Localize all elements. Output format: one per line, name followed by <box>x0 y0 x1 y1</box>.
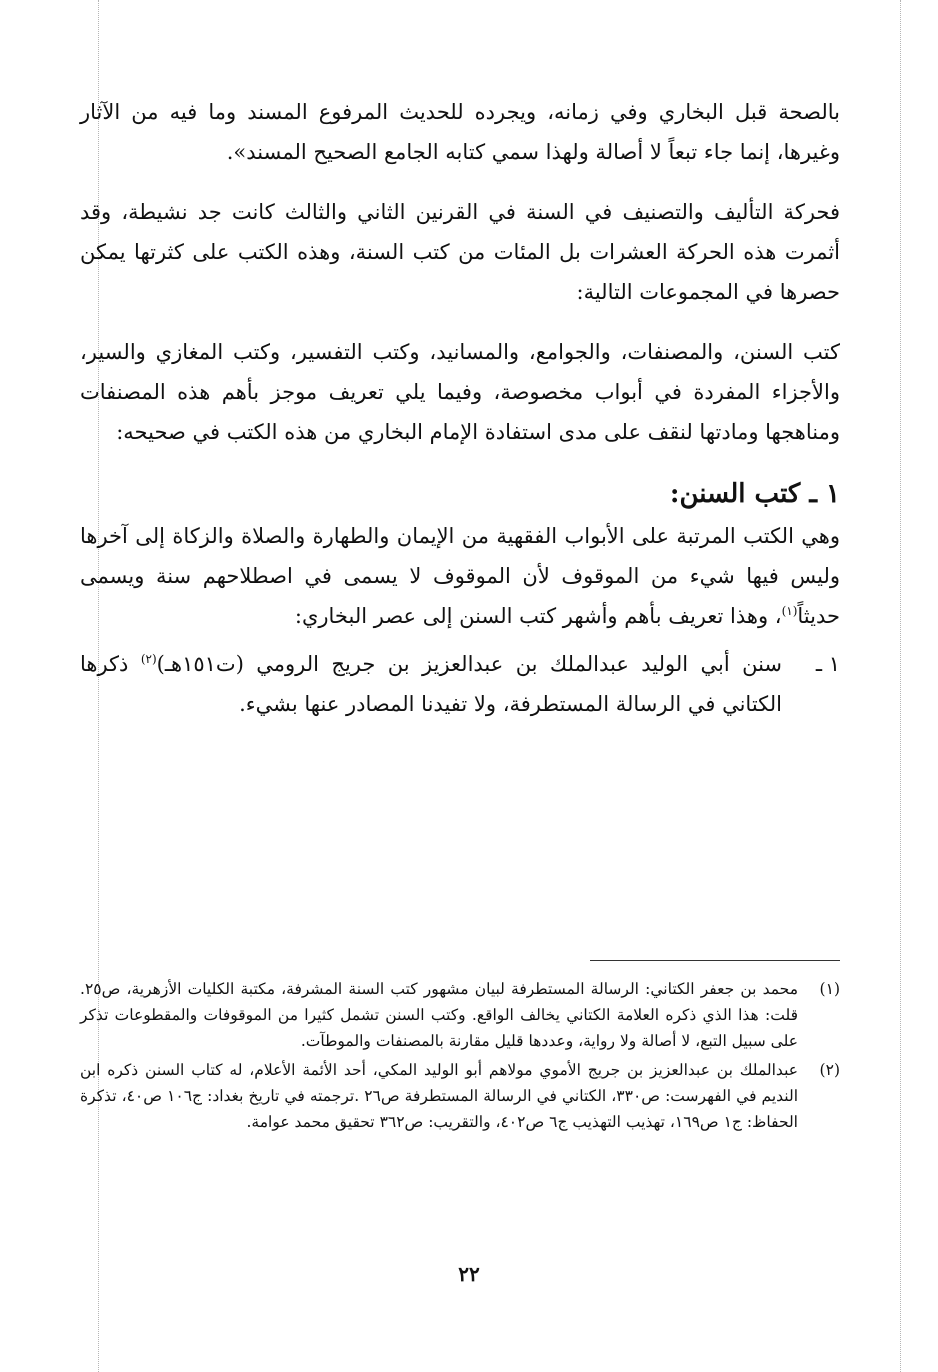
section-paragraph-text-end: ، وهذا تعريف بأهم وأشهر كتب السنن إلى عصر البخاري: <box>294 604 782 628</box>
footnote-2-number: (٢) <box>819 1061 840 1079</box>
section-heading: ١ ـ كتب السنن: <box>669 479 840 509</box>
footnote-ref-1: (١) <box>781 604 798 618</box>
list-item-text-start: سنن أبي الوليد عبدالملك بن عبدالعزيز بن جريج الرومي (ت١٥١هـ) <box>156 652 782 676</box>
footnotes <box>80 976 840 1138</box>
footnote-1-number: (١) <box>819 980 840 998</box>
intro-paragraph: بالصحة قبل البخاري وفي زمانه، ويجرده للحديث المرفوع المسند وما فيه من الآثار وغيرها، إنما جاء تبعاً لا أصالة ولهذا سمي كتابه الجامع الصحيح المسند». <box>80 100 840 164</box>
footnote-2-text: عبدالملك بن عبدالعزيز بن جريج الأموي مولاهم أبو الوليد المكي، أحد الأئمة الأعلام، له كتاب السنن ذكره ابن النديم في الفهرست: ص٣٣٠، الكتاني في الرسالة المستطرفة ص٢٦ .ترجمته في تاريخ بغداد: ج١٠٦ ص٤٠، تذكرة الحفاظ: ج١ ص١٦٩، تهذيب التهذيب ج٦ ص٤٠٢، والتقريب: ص٣٦٢ تحقيق محمد عوامة. <box>80 1061 799 1131</box>
footnote-1-text: محمد بن جعفر الكتاني: الرسالة المستطرفة لبيان مشهور كتب السنة المشرفة، مكتبة الكليات الأزهرية، ص٢٥. قلت: هذا الذي ذكره العلامة الكتاني يخالف الواقع. وكتب السنن تشمل كثيرا من الموقوفات والمقطوعات تذكر على سبيل التبع، لا أصالة ولا رواية، وعددها قليل مقارنة بالمصنفات والموطآت. <box>80 980 798 1050</box>
paragraph-3: كتب السنن، والمصنفات، والجوامع، والمسانيد، وكتب التفسير، وكتب المغازي والسير، والأجزاء المفردة في أبواب مخصوصة، وفيما يلي تعريف موجز بأهم هذه المصنفات ومناهجها ومادتها لنقف على مدى استفادة الإمام البخاري من هذه الكتب في صحيحه: <box>80 340 840 444</box>
footnote-1 <box>80 976 840 1054</box>
page-number: ٢٢ <box>458 1262 480 1286</box>
list-item-text-end: ذكرها الكتاني في الرسالة المستطرفة، ولا تفيدنا المصادر عنها بشيء. <box>80 652 782 716</box>
list-item-number: ١ ـ <box>815 652 840 676</box>
section-paragraph <box>80 516 840 636</box>
paragraph-2: فحركة التأليف والتصنيف في السنة في القرنين الثاني والثالث كانت جد نشيطة، وقد أثمرت هذه الحركة العشرات بل المئات من كتب السنة، وهذه الكتب على كثرتها يمكن حصرها في المجموعات التالية: <box>80 200 840 304</box>
footnote-separator <box>590 960 840 961</box>
footnote-2 <box>80 1057 840 1135</box>
list-item <box>80 644 840 724</box>
footnote-ref-2: (٢) <box>140 652 157 666</box>
section-paragraph-text: وهي الكتب المرتبة على الأبواب الفقهية من الإيمان والطهارة والصلاة والزكاة إلى آخرها وليس فيها شيء من الموقوف لأن الموقوف لا يسمى في اصطلاحهم سنة ويسمى حديثاً <box>80 524 840 628</box>
main-text <box>80 92 840 724</box>
scan-artifact-line <box>900 0 901 1372</box>
list-item-text <box>80 644 782 724</box>
